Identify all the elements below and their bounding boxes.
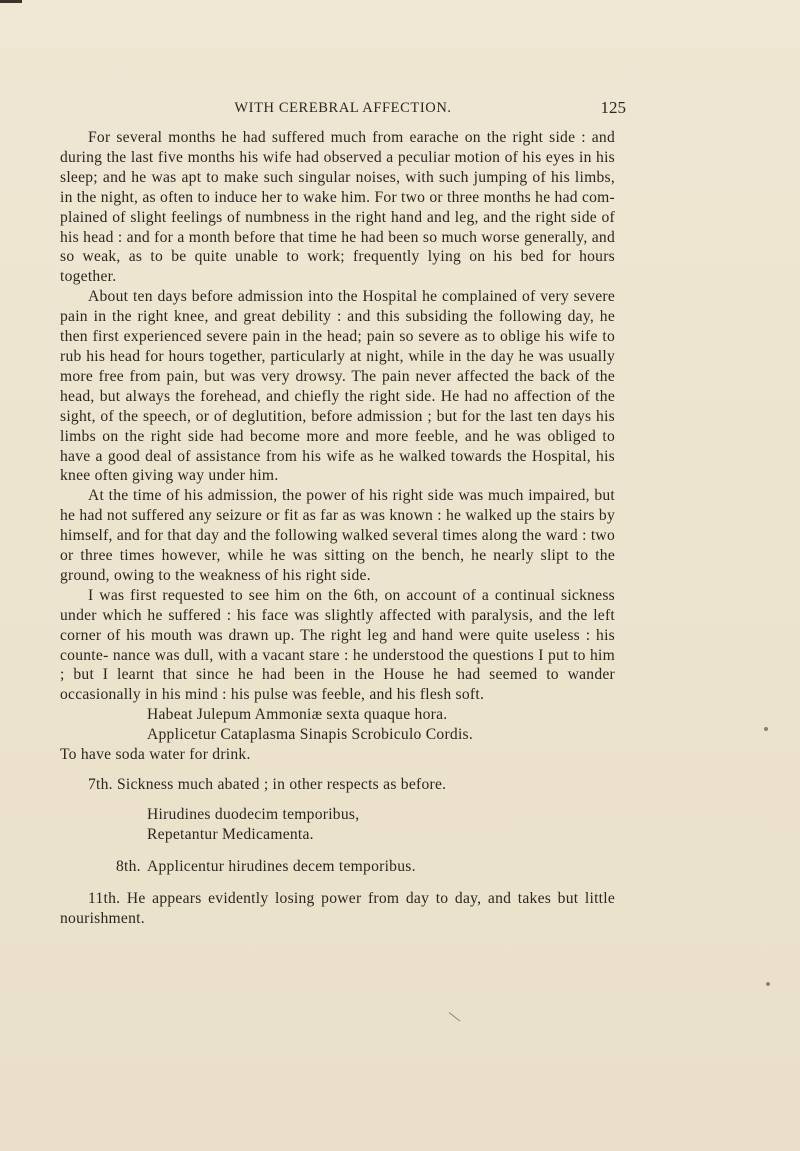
- entry-7th: 7th. Sickness much abated ; in other respects as before.: [88, 776, 447, 793]
- prescription-line: To have soda water for drink.: [60, 746, 251, 764]
- entry-8th: [60, 857, 615, 877]
- paper-speck: [764, 727, 768, 731]
- body-text: [60, 128, 615, 928]
- paper-mark: [449, 1012, 461, 1021]
- paragraph-earache: For several months he had suffered much from earache on the right side : and during the last five months his wife had observed a peculiar motion of his eyes in his sleep; and he was apt to make such singular noises, with such jumping of his limbs, in the night, as often to induce her to wake him. For two or three months he had com- plained of slight feelings of numbness in the right hand and leg, and the right side of his head : and for a month before that time he had been so much worse generally, and so weak, as to be quite unable to work; frequently lying on his bed for hours together.: [60, 129, 615, 286]
- prescription-line: Hirudines duodecim temporibus,: [147, 805, 360, 823]
- running-head: [60, 98, 626, 118]
- running-title: WITH CEREBRAL AFFECTION.: [234, 100, 452, 116]
- entry-text: Applicentur hirudines decem temporibus.: [147, 857, 416, 875]
- paper-speck: [766, 982, 770, 986]
- prescription-line: Applicetur Cataplasma Sinapis Scrobiculo Cordis.: [147, 726, 473, 744]
- prescription-line: Habeat Julepum Ammoniæ sexta quaque hora.: [147, 706, 448, 724]
- paragraph-admission-pain: About ten days before admission into the Hospital he complained of very severe pain in the right knee, and great debility : and this subsiding the following day, he then first experienced severe pain in the head; pain so severe as to oblige his wife to rub his head for hours together, particularly at night, while in the day he was usually more free from pain, but was very drowsy. The pain never affected the back of the head, but always the forehead, and chiefly the right side. He had no affection of the sight, of the speech, or of deglutition, before admission ; but for the last ten days his limbs on the right side had become more and more feeble, and he was obliged to have a good deal of assistance from his wife as he walked towards the Hospital, his knee often giving way under him.: [60, 288, 615, 485]
- paragraph-time-of-admission: At the time of his admission, the power of his right side was much impaired, but he had not suffered any seizure or fit as far as was known : he walked up the stairs by himself, and for that day and the following walked several times along the ward : two or three times however, while he was sitting on the bench, he nearly slipt to the ground, owing to the weakness of his right side.: [60, 487, 615, 584]
- page-number: 125: [600, 98, 626, 117]
- scan-edge-mark: [0, 0, 22, 3]
- prescription-line: Repetantur Medicamenta.: [147, 825, 314, 843]
- paragraph-sickness: I was first requested to see him on the 6th, on account of a continual sickness under which he suffered : his face was slightly affected with paralysis, and the left corner of his mouth was drawn up. The right leg and hand were quite useless : his counte- nance was dull, with a vacant stare : he understood the questions I put to him ; but I learnt that since he had been in the House he had seemed to wander occasionally in his mind : his pulse was feeble, and his flesh soft.: [60, 586, 615, 704]
- entry-date: 8th.: [116, 857, 141, 875]
- entry-11th: 11th. He appears evidently losing power from day to day, and takes but little nourishment.: [60, 889, 615, 927]
